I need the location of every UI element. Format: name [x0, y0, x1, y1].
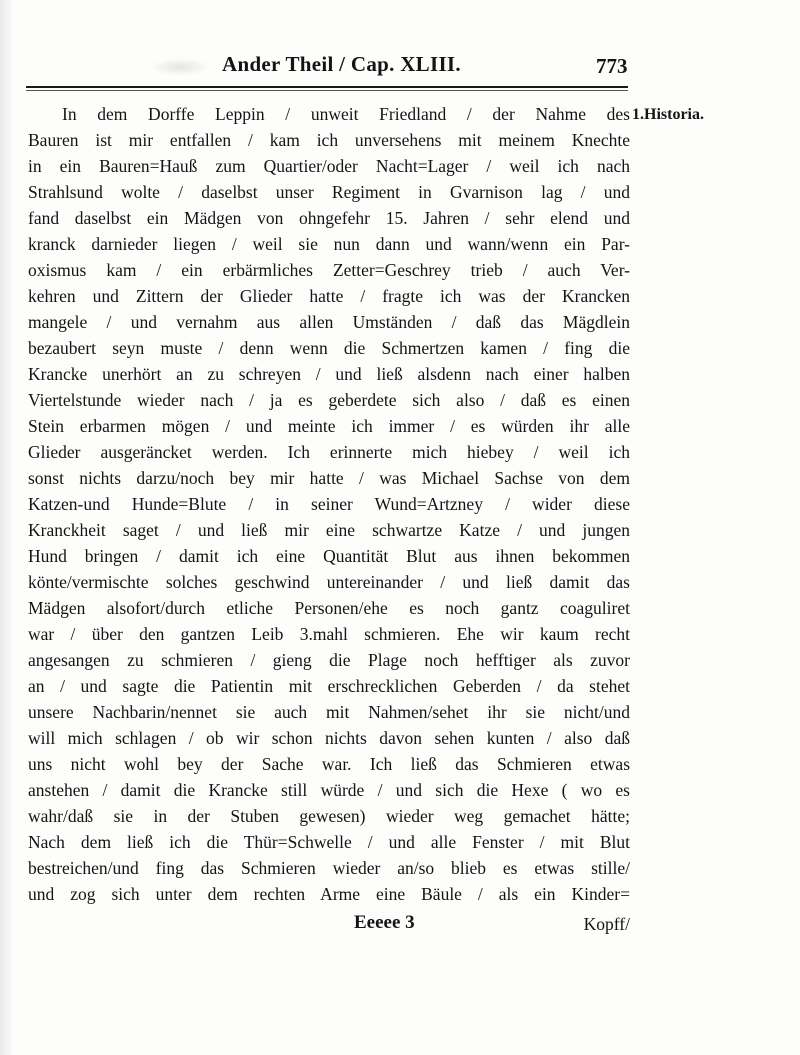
text-line: war / über den gantzen Leib 3.mahl schmieren. Ehe wir kaum recht — [28, 624, 630, 644]
page-header — [0, 52, 800, 84]
text-line: oxismus kam / ein erbärmliches Zetter=Geschrey trieb / auch Ver- — [28, 260, 630, 280]
text-line: wahr/daß sie in der Stuben gewesen) wieder weg gemachet hätte; — [28, 806, 630, 826]
text-line: Bauren ist mir entfallen / kam ich unversehens mit meinem Knechte — [28, 130, 630, 150]
text-line: kranck darnieder liegen / weil sie nun dann und wann/wenn ein Par- — [28, 234, 630, 254]
body-text — [28, 101, 630, 907]
header-rule-thin — [26, 90, 628, 91]
text-line: bestreichen/und fing das Schmieren wieder an/so blieb es etwas stille/ — [28, 858, 630, 878]
text-line: fand daselbst ein Mädgen von ohngefehr 15. Jahren / sehr elend und — [28, 208, 630, 228]
text-line: Viertelstunde wieder nach / ja es geberdete sich also / daß es einen — [28, 390, 630, 410]
text-line: Katzen-und Hunde=Blute / in seiner Wund=Artzney / wider diese — [28, 494, 630, 514]
text-line: und zog sich unter dem rechten Arme eine Bäule / als ein Kinder= — [28, 884, 630, 904]
text-line: will mich schlagen / ob wir schon nichts davon sehen kunten / also daß — [28, 728, 630, 748]
text-line: Glieder ausgeräncket werden. Ich erinnerte mich hiebey / weil ich — [28, 442, 630, 462]
running-head: Ander Theil / Cap. XLIII. — [222, 52, 461, 76]
text-line: angesangen zu schmieren / gieng die Plage noch hefftiger als zuvor — [28, 650, 630, 670]
page-number: 773 — [596, 54, 628, 78]
text-line: kehren und Zittern der Glieder hatte / fragte ich was der Krancken — [28, 286, 630, 306]
text-line: mangele / und vernahm aus allen Umständen / daß das Mägdlein — [28, 312, 630, 332]
catchword: Kopff/ — [583, 914, 630, 934]
signature-mark: Eeeee 3 — [354, 912, 415, 933]
text-line: Hund bringen / damit ich eine Quantität Blut aus ihnen bekommen — [28, 546, 630, 566]
page-gutter-shadow — [0, 0, 14, 1055]
text-line: Krancke unerhört an zu schreyen / und ließ alsdenn nach einer halben — [28, 364, 630, 384]
text-line: an / und sagte die Patientin mit erschrecklichen Geberden / da stehet — [28, 676, 630, 696]
text-line: uns nicht wohl bey der Sache war. Ich ließ das Schmieren etwas — [28, 754, 630, 774]
text-line: sonst nichts darzu/noch bey mir hatte / was Michael Sachse von dem — [28, 468, 630, 488]
text-line: anstehen / damit die Krancke still würde / und sich die Hexe ( wo es — [28, 780, 630, 800]
text-line: Nach dem ließ ich die Thür=Schwelle / und alle Fenster / mit Blut — [28, 832, 630, 852]
marginal-note: 1.Historia. — [632, 106, 704, 123]
header-rule — [26, 86, 628, 88]
text-line: Stein erbarmen mögen / und meinte ich immer / es würden ihr alle — [28, 416, 630, 436]
text-line: In dem Dorffe Leppin / unweit Friedland / der Nahme des — [62, 104, 630, 124]
text-line: Mädgen alsofort/durch etliche Personen/ehe es noch gantz coaguliret — [28, 598, 630, 618]
text-line: Kranckheit saget / und ließ mir eine schwartze Katze / und jungen — [28, 520, 630, 540]
text-line: in ein Bauren=Hauß zum Quartier/oder Nacht=Lager / weil ich nach — [28, 156, 630, 176]
text-line: könte/vermischte solches geschwind untereinander / und ließ damit das — [28, 572, 630, 592]
page-footer — [28, 912, 630, 942]
text-line: unsere Nachbarin/nennet sie auch mit Nahmen/sehet ihr sie nicht/und — [28, 702, 630, 722]
text-line: Strahlsund wolte / daselbst unser Regiment in Gvarnison lag / und — [28, 182, 630, 202]
text-line: bezaubert seyn muste / denn wenn die Schmertzen kamen / fing die — [28, 338, 630, 358]
